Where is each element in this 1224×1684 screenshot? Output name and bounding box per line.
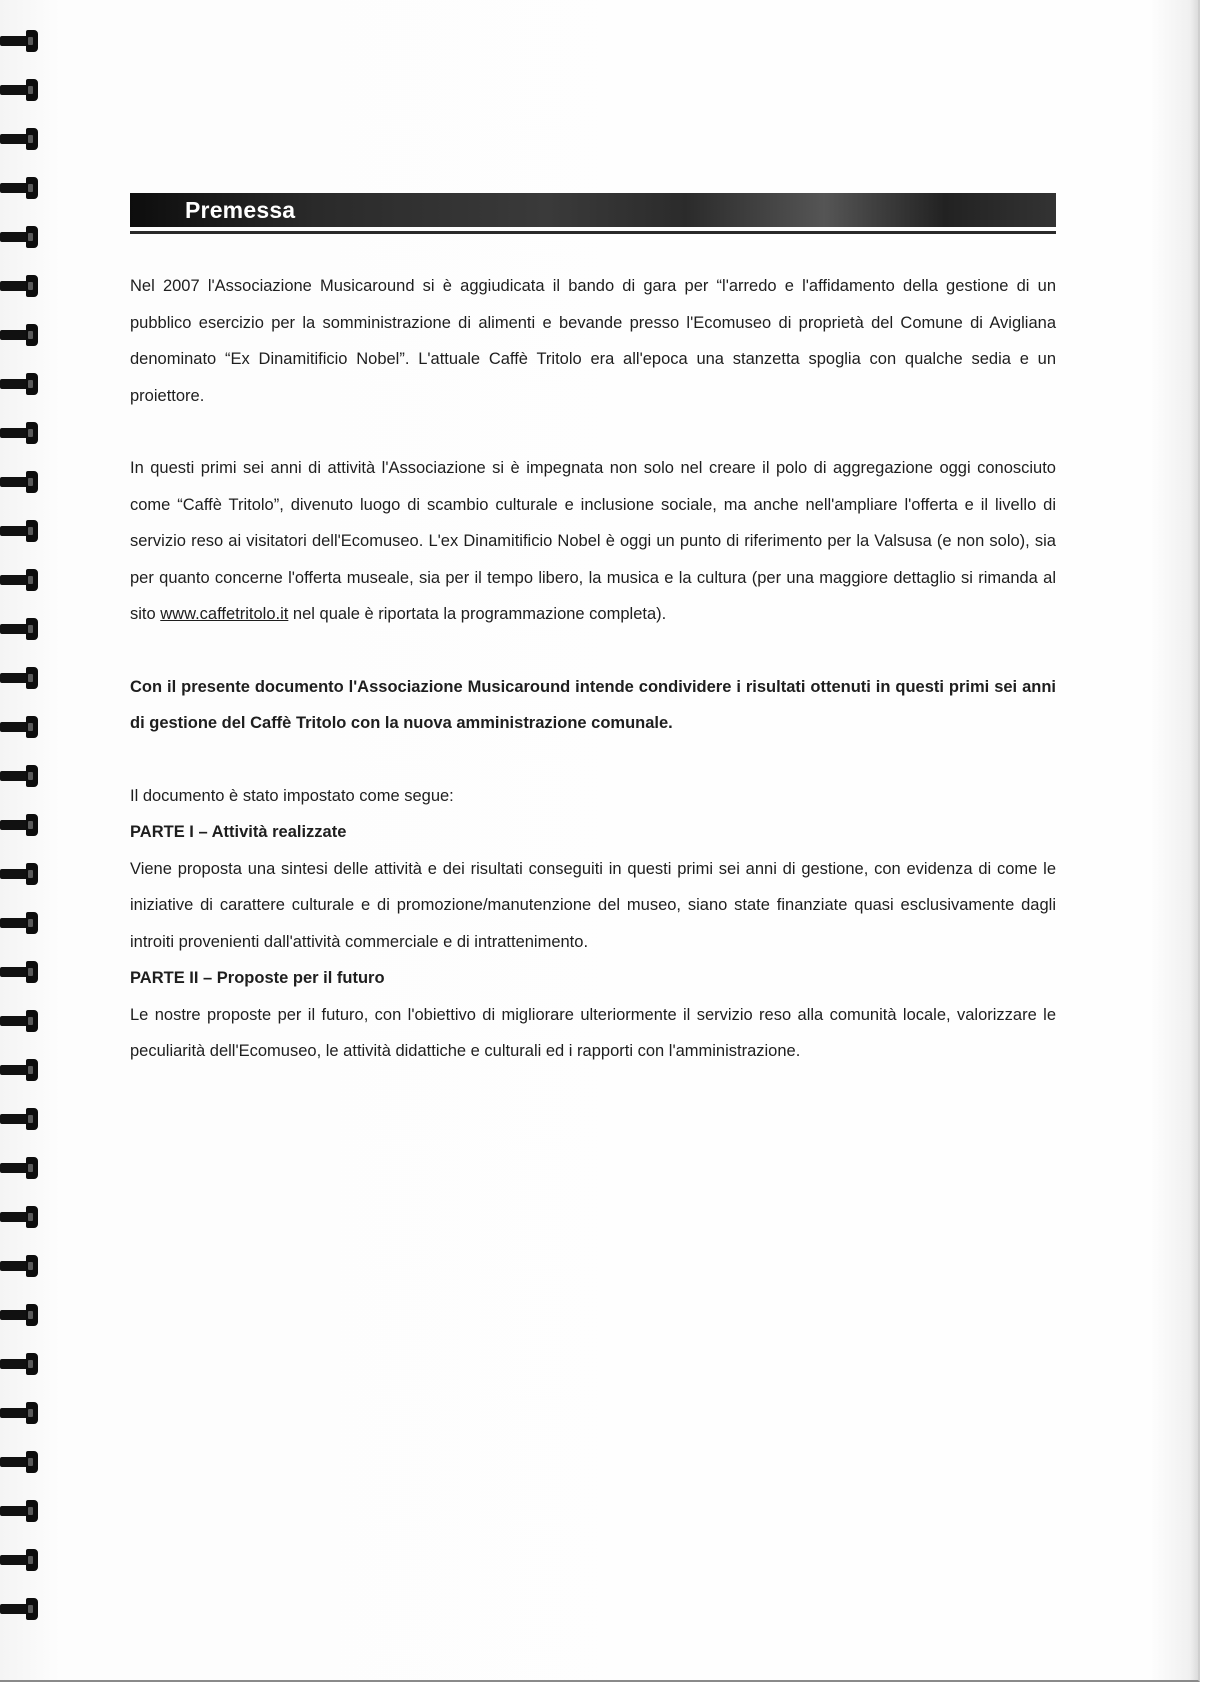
part-1-text: Viene proposta una sintesi delle attività e dei risultati conseguiti in questi primi sei anni di gestione, con evidenza di come le iniziative di carattere culturale e di promozione/manutenzione del museo, siano state finanziate quasi esclusivamente dagli introiti provenienti dall'attività commerciale e di intrattenimento. bbox=[130, 859, 1056, 951]
binding-ring bbox=[0, 1059, 40, 1081]
binding-ring bbox=[0, 912, 40, 934]
binding-ring bbox=[0, 1353, 40, 1375]
binding-ring bbox=[0, 716, 40, 738]
part-1-heading: PARTE I – Attività realizzate bbox=[130, 823, 347, 841]
activity-text-end: nel quale è riportata la programmazione completa). bbox=[288, 605, 667, 623]
section-title: Premessa bbox=[185, 197, 296, 223]
binding-ring bbox=[0, 324, 40, 346]
binding-ring bbox=[0, 1549, 40, 1571]
binding-ring bbox=[0, 1500, 40, 1522]
section-banner bbox=[130, 193, 1056, 227]
binding-ring bbox=[0, 863, 40, 885]
binding-ring bbox=[0, 1451, 40, 1473]
structure-intro: Il documento è stato impostato come segue: bbox=[130, 786, 454, 805]
binding-ring bbox=[0, 275, 40, 297]
binding-ring bbox=[0, 667, 40, 689]
binding-ring bbox=[0, 471, 40, 493]
section-rule bbox=[130, 231, 1056, 234]
intro-paragraph: Nel 2007 l'Associazione Musicaround si è aggiudicata il bando di gara per “l'arredo e l'affidamento della gestione di un pubblico esercizio per la somministrazione di alimenti e bevande presso l'Ecomuseo di proprietà del Comune di Avigliana denominato “Ex Dinamitificio Nobel”. L'attuale Caffè Tritolo era all'epoca una stanzetta spoglia con qualche sedia e un proiettore. bbox=[130, 277, 1056, 405]
activity-paragraph bbox=[130, 450, 1056, 633]
binding-ring bbox=[0, 1108, 40, 1130]
binding-ring bbox=[0, 1157, 40, 1179]
website-link[interactable]: www.caffetritolo.it bbox=[160, 605, 289, 623]
binding-ring bbox=[0, 422, 40, 444]
binding-ring bbox=[0, 373, 40, 395]
spiral-binding bbox=[0, 30, 42, 1650]
binding-ring bbox=[0, 1255, 40, 1277]
part-2-heading: PARTE II – Proposte per il futuro bbox=[130, 969, 385, 987]
document-body bbox=[130, 268, 1056, 1070]
binding-ring bbox=[0, 618, 40, 640]
binding-ring bbox=[0, 1598, 40, 1620]
binding-ring bbox=[0, 814, 40, 836]
binding-ring bbox=[0, 1206, 40, 1228]
binding-ring bbox=[0, 226, 40, 248]
binding-ring bbox=[0, 1304, 40, 1326]
binding-ring bbox=[0, 569, 40, 591]
activity-text-start: In questi primi sei anni di attività l'Associazione si è impegnata non solo nel creare il polo di aggregazione oggi conosciuto come “Caffè Tritolo”, divenuto luogo di scambio culturale e inclusione sociale, ma anche nell'ampliare l'offerta e il livello di servizio reso ai visitatori dell'Ecomuseo. L'ex Dinamitificio Nobel è oggi un punto di riferimento per la Valsusa (e non solo), sia per quanto concerne l'offerta museale, sia per il tempo libero, la musica e la cultura (per una maggiore dettaglio si rimanda al sito bbox=[130, 459, 1056, 623]
binding-ring bbox=[0, 1010, 40, 1032]
binding-ring bbox=[0, 520, 40, 542]
purpose-paragraph: Con il presente documento l'Associazione Musicaround intende condividere i risultati ottenuti in questi primi sei anni di gestione del Caffè Tritolo con la nuova amministrazione comunale. bbox=[130, 677, 1056, 732]
binding-ring bbox=[0, 961, 40, 983]
binding-ring bbox=[0, 177, 40, 199]
binding-ring bbox=[0, 1402, 40, 1424]
part-2-text: Le nostre proposte per il futuro, con l'obiettivo di migliorare ulteriormente il servizio reso alla comunità locale, valorizzare le peculiarità dell'Ecomuseo, le attività didattiche e culturali ed i rapporti con l'amministrazione. bbox=[130, 1005, 1056, 1060]
binding-ring bbox=[0, 30, 40, 52]
binding-ring bbox=[0, 79, 40, 101]
binding-ring bbox=[0, 765, 40, 787]
binding-ring bbox=[0, 128, 40, 150]
